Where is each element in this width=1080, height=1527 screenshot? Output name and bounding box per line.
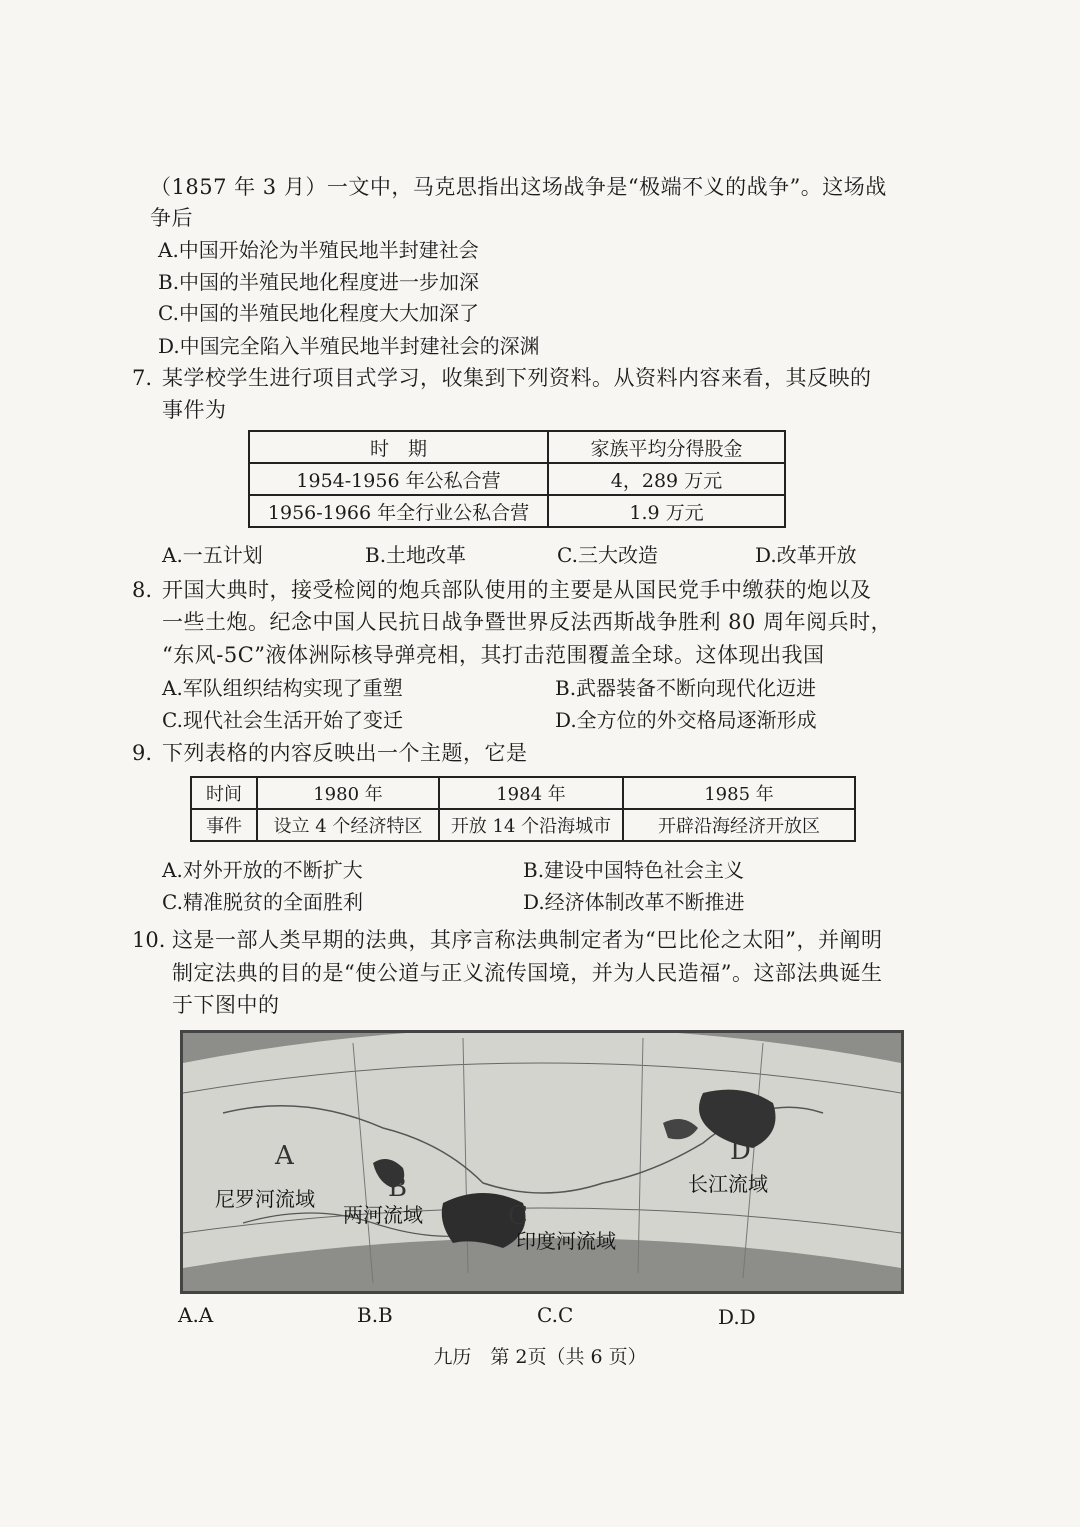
q9-cell: 1980 年 <box>257 777 439 809</box>
table-row <box>191 777 855 809</box>
q7-line2: 事件为 <box>162 398 227 422</box>
q9-cell: 开辟沿海经济开放区 <box>623 809 855 841</box>
q10-line1: 这是一部人类早期的法典，其序言称法典制定者为“巴比伦之太阳”，并阐明 <box>172 928 883 952</box>
q7-header-dividend: 家族平均分得股金 <box>548 431 785 463</box>
q8-number: 8. <box>132 578 153 602</box>
q9-cell: 开放 14 个沿海城市 <box>439 809 623 841</box>
civilizations-map <box>180 1030 904 1294</box>
q7-cell-dividend: 4，289 万元 <box>548 463 785 495</box>
q10-option-a: A.A <box>178 1303 214 1327</box>
region-c-letter: C <box>508 1201 528 1231</box>
region-c-name: 印度河流域 <box>516 1231 616 1253</box>
q6-line1: （1857 年 3 月）一文中，马克思指出这场战争是“极端不义的战争”。这场战 <box>150 175 887 199</box>
q7-table <box>248 430 786 528</box>
q8-option-b: B.武器装备不断向现代化迈进 <box>555 676 817 700</box>
q9-option-c: C.精准脱贫的全面胜利 <box>162 890 363 914</box>
q8-option-d: D.全方位的外交格局逐渐形成 <box>555 708 817 732</box>
q6-option-b: B.中国的半殖民地化程度进一步加深 <box>158 270 480 294</box>
q8-option-a: A.军队组织结构实现了重塑 <box>162 676 403 700</box>
q10-option-b: B.B <box>357 1303 393 1327</box>
q7-cell-period: 1954-1956 年公私合营 <box>249 463 548 495</box>
q6-option-c: C.中国的半殖民地化程度大大加深了 <box>158 301 479 325</box>
q9-cell: 1985 年 <box>623 777 855 809</box>
q9-option-a: A.对外开放的不断扩大 <box>162 858 363 882</box>
q9-cell: 时间 <box>191 777 257 809</box>
region-d-name: 长江流域 <box>688 1174 768 1196</box>
q8-line1: 开国大典时，接受检阅的炮兵部队使用的主要是从国民党手中缴获的炮以及 <box>162 578 872 602</box>
q10-line3: 于下图中的 <box>172 993 280 1017</box>
q7-cell-dividend: 1.9 万元 <box>548 495 785 527</box>
q9-option-d: D.经济体制改革不断推进 <box>523 890 745 914</box>
page-footer: 九历 第 2页（共 6 页） <box>433 1346 647 1368</box>
q8-line2: 一些土炮。纪念中国人民抗日战争暨世界反法西斯战争胜利 80 周年阅兵时， <box>162 610 893 634</box>
q7-option-a: A.一五计划 <box>162 543 263 567</box>
q10-option-c: C.C <box>537 1303 574 1327</box>
q7-line1: 某学校学生进行项目式学习，收集到下列资料。从资料内容来看，其反映的 <box>162 366 872 390</box>
q9-table <box>190 776 856 842</box>
q7-option-c: C.三大改造 <box>557 543 658 567</box>
q6-option-a: A.中国开始沦为半殖民地半封建社会 <box>158 238 479 262</box>
region-d-letter: D <box>730 1136 751 1166</box>
q9-cell: 设立 4 个经济特区 <box>257 809 439 841</box>
table-row <box>249 495 785 527</box>
region-b-letter: B <box>388 1173 408 1203</box>
region-a-letter: A <box>275 1141 294 1171</box>
q9-cell: 1984 年 <box>439 777 623 809</box>
region-a-name: 尼罗河流域 <box>215 1189 315 1211</box>
q7-option-b: B.土地改革 <box>365 543 467 567</box>
q7-header-period: 时 期 <box>249 431 548 463</box>
table-row <box>249 463 785 495</box>
q7-number: 7. <box>132 366 153 390</box>
q10-line2: 制定法典的目的是“使公道与正义流传国境，并为人民造福”。这部法典诞生 <box>172 961 883 985</box>
q10-option-d: D.D <box>718 1305 756 1329</box>
q7-cell-period: 1956-1966 年全行业公私合营 <box>249 495 548 527</box>
q9-line1: 下列表格的内容反映出一个主题，它是 <box>162 741 528 765</box>
q9-option-b: B.建设中国特色社会主义 <box>523 858 745 882</box>
q7-option-d: D.改革开放 <box>755 543 857 567</box>
q8-option-c: C.现代社会生活开始了变迁 <box>162 708 403 732</box>
q8-line3: “东风-5C”液体洲际核导弹亮相，其打击范围覆盖全球。这体现出我国 <box>162 643 825 667</box>
q6-option-d: D.中国完全陷入半殖民地半封建社会的深渊 <box>158 334 540 358</box>
q9-number: 9. <box>132 741 153 765</box>
q10-number: 10. <box>132 928 166 952</box>
q7-table-header <box>249 431 785 463</box>
table-row <box>191 809 855 841</box>
q6-line2: 争后 <box>150 206 193 230</box>
region-b-name: 两河流域 <box>343 1205 423 1227</box>
q9-cell: 事件 <box>191 809 257 841</box>
